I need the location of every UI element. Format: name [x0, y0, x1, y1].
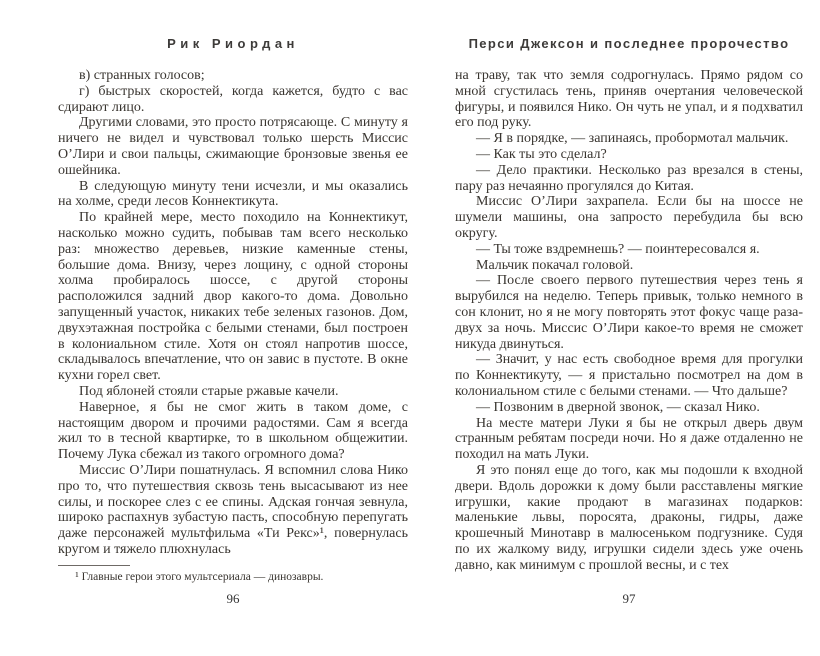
paragraph: — Позвоним в дверной звонок, — сказал Нико. — [476, 399, 760, 415]
paragraph: — Значит, у нас есть свободное время для прогулки по Коннектикуту, — я пристально посмотрел на дом в колониальном стиле с белыми стенами. — Что дальше? — [455, 352, 803, 399]
paragraph: Миссис О’Лири пошатнулась. Я вспомнил слова Нико про то, что путешествия сквозь тень высасывают из нее силы, и поскорее слез с ее спины. Адская гончая зевнула, широко распахнув зубастую пасть, способную перепугать даже персонажей мультфильма «Ти Рекс»¹, повернулась кругом и тяжело плюхнулась — [58, 462, 408, 557]
running-header-author: Рик Риордан — [167, 36, 299, 51]
paragraph: В следующую минуту тени исчезли, и мы оказались на холме, среди лесов Коннектикута. — [58, 178, 408, 210]
paragraph: в) странных голосов; — [79, 68, 205, 83]
paragraph: на траву, так что земля содрогнулась. Прямо рядом со мной сгустилась тень, приняв очертания человеческой фигуры, и появился Нико. Он чуть не упал, и я подхватил его под руку. — [455, 68, 803, 131]
paragraph: Наверное, я бы не смог жить в таком доме, с настоящим двором и прочими радостями. Сам я всегда жил то в тесной квартирке, то в школьном общежитии. Почему Лука сбежал из такого огромного дома? — [58, 399, 408, 463]
paragraph: По крайней мере, место походило на Коннектикут, насколько можно судить, побывав там всего несколько раз: множество деревьев, низкие каменные стены, большие дома. Внизу, через лощину, с одной стороны холма пробиралось шоссе, с другой стороны расположился задний двор какого-то дома. Довольно запущенный участок, никаких тебе зеленых газонов. Дом, двухэтажная постройка с белыми стенами, был построен в колониальном стиле. Хотя он стоял напротив шоссе, складывалось впечатление, что он завис в пустоте. В окне кухни горел свет. — [58, 210, 408, 384]
paragraph: Миссис О’Лири захрапела. Если бы на шоссе не шумели машины, она запросто перебудила бы всю округу. — [455, 194, 803, 241]
paragraph: — Я в порядке, — запинаясь, пробормотал мальчик. — [476, 131, 789, 147]
paragraph: Другими словами, это просто потрясающе. С минуту я ничего не видел и чувствовал только шерсть Миссис О’Лири и свои пальцы, сжимающие бронзовые звенья ее ошейника. — [58, 115, 408, 178]
footnote-divider — [58, 565, 130, 566]
right-page — [455, 36, 803, 574]
footnote: ¹ Главные герои этого мультсериала — динозавры. — [75, 570, 324, 583]
paragraph: — Дело практики. Несколько раз врезался в стены, пару раз нечаянно прогулялся до Китая. — [455, 162, 803, 194]
paragraph: Мальчик покачал головой. — [476, 257, 634, 273]
page-number-left: 96 — [226, 591, 240, 606]
left-page — [58, 36, 408, 584]
page-number-right: 97 — [622, 591, 636, 606]
paragraph: — После своего первого путешествия через тень я вырубился на неделю. Теперь привык, только немного в сон клонит, но я не могу повторять этот фокус чаще раза-двух за ночь. Миссис О’Лири какое-то время не сможет никуда двинуться. — [455, 273, 803, 352]
paragraph: — Как ты это сделал? — [476, 146, 607, 162]
running-header-book-title: Перси Джексон и последнее пророчество — [468, 36, 790, 51]
paragraph: г) быстрых скоростей, когда кажется, будто с вас сдирают лицо. — [58, 83, 408, 115]
paragraph: Я это понял еще до того, как мы подошли к входной двери. Вдоль дорожки к дому были расставлены мягкие игрушки, какие продают в магазинах подарков: маленькие львы, поросята, драконы, гидры, даже крошечный Минотавр в малюсеньком подгузнике. Судя по их жалкому виду, игрушки сидели здесь уже очень давно, как минимум с прошлой весны, и с тех — [455, 462, 803, 573]
paragraph: На месте матери Луки я бы не открыл дверь двум странным ребятам посреди ночи. Но я даже отдаленно не походил на мать Луки. — [455, 415, 803, 463]
left-page-body-text — [58, 68, 408, 558]
paragraph: — Ты тоже вздремнешь? — поинтересовался я. — [476, 241, 760, 257]
paragraph: Под яблоней стояли старые ржавые качели. — [79, 383, 339, 399]
right-page-body-text — [455, 68, 803, 574]
